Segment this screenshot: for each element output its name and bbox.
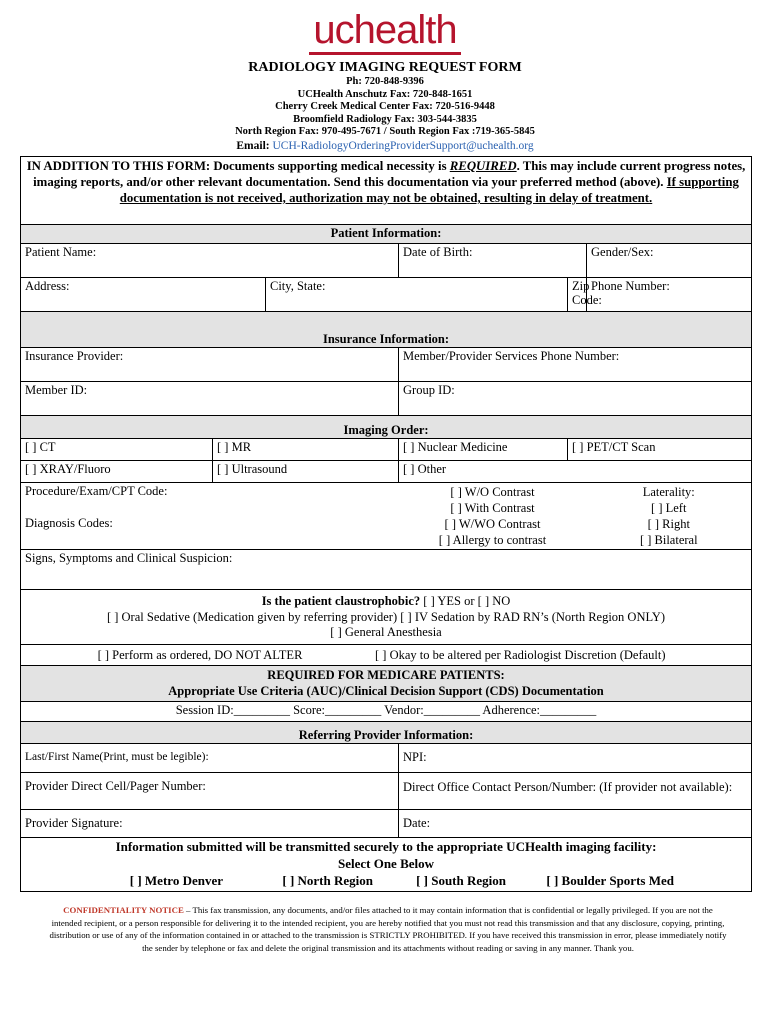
date-field[interactable]: Date: xyxy=(399,810,752,838)
email-line xyxy=(0,140,770,152)
contact-block xyxy=(0,76,770,139)
sedation-block xyxy=(21,590,752,645)
address-field[interactable]: Address: xyxy=(21,278,266,312)
wo-contrast-checkbox[interactable]: [ ] W/O Contrast xyxy=(450,485,535,499)
alteration-row xyxy=(21,645,752,666)
diagnosis-field[interactable]: Diagnosis Codes: xyxy=(25,516,113,530)
with-contrast-checkbox[interactable]: [ ] With Contrast xyxy=(450,501,535,515)
patient-section-header: Patient Information: xyxy=(21,225,752,244)
insurance-provider-field[interactable]: Insurance Provider: xyxy=(21,348,399,382)
confidentiality-notice xyxy=(48,904,728,955)
claustrophobic-options[interactable]: [ ] YES or [ ] NO xyxy=(420,594,511,608)
medicare-fields[interactable]: Session ID:_________ Score:_________ Vendor:_________ Adherence:_________ xyxy=(21,702,752,722)
contrast-options xyxy=(399,483,587,550)
confidentiality-text: – This fax transmission, any documents, and/or files attached to it may contain information that is confidential or legally privileged. If you are not the intended recipient, or a person responsible for delivering it to the intended recipient, you are hereby notified that you must not read this transmission and that any disclosure, copying, printing, distribution or use of any of the information contained in or attached to the transmission is STRICTLY PROHIBITED. If you have received this transmission in error, please immediately notify the sender by telephone or fax and delete the original transmission and its attachments without reading or saving in any manner. Thank you. xyxy=(49,905,727,954)
okay-to-alter-checkbox[interactable]: [ ] Okay to be altered per Radiologist Discretion (Default) xyxy=(375,648,666,662)
provider-name-field[interactable]: Last/First Name(Print, must be legible): xyxy=(21,744,399,773)
north-region-checkbox[interactable]: [ ] North Region xyxy=(282,873,373,888)
left-checkbox[interactable]: [ ] Left xyxy=(651,501,687,515)
city-state-field[interactable]: City, State: xyxy=(266,278,568,312)
general-anesthesia-checkbox[interactable]: [ ] General Anesthesia xyxy=(330,625,442,639)
perform-as-ordered-checkbox[interactable]: [ ] Perform as ordered, DO NOT ALTER xyxy=(97,648,303,662)
dob-field[interactable]: Date of Birth: xyxy=(399,244,587,278)
south-region-checkbox[interactable]: [ ] South Region xyxy=(416,873,506,888)
gender-field[interactable]: Gender/Sex: xyxy=(587,244,752,278)
office-contact-field[interactable]: Direct Office Contact Person/Number: (If provider not available): xyxy=(399,773,752,810)
phone-line: Ph: 720-848-9396 xyxy=(346,76,424,87)
other-checkbox[interactable]: [ ] Other xyxy=(399,461,752,483)
mr-checkbox[interactable]: [ ] MR xyxy=(213,439,399,461)
sedation-options[interactable]: [ ] Oral Sedative (Medication given by referring provider) [ ] IV Sedation by RAD RN’s (North Region ONLY) xyxy=(106,609,666,624)
confidentiality-label: CONFIDENTIALITY NOTICE xyxy=(63,905,184,915)
imaging-section-header: Imaging Order: xyxy=(21,416,752,439)
required-word: REQUIRED xyxy=(449,159,517,173)
symptoms-field[interactable]: Signs, Symptoms and Clinical Suspicion: xyxy=(21,550,752,590)
allergy-contrast-checkbox[interactable]: [ ] Allergy to contrast xyxy=(438,533,547,547)
bilateral-checkbox[interactable]: [ ] Bilateral xyxy=(639,533,698,547)
ct-checkbox[interactable]: [ ] CT xyxy=(21,439,213,461)
fax-broomfield: Broomfield Radiology Fax: 303-544-3835 xyxy=(293,113,477,125)
xray-checkbox[interactable]: [ ] XRAY/Fluoro xyxy=(21,461,213,483)
documentation-notice: IN ADDITION TO THIS FORM: Documents supporting medical necessity is REQUIRED. This may include current progress notes, imaging reports, and/or other relevant documentation. Send this documentation via your preferred method (above). If supporting documentation is not received, authorization may not be obtained, resulting in delay of treatment. xyxy=(21,157,752,225)
w-wo-contrast-checkbox[interactable]: [ ] W/WO Contrast xyxy=(444,517,541,531)
fax-regions: North Region Fax: 970-495-7671 / South Region Fax :719-365-5845 xyxy=(235,126,535,138)
delay-warning: If supporting documentation is not received, authorization may not be obtained, resulting in delay of treatment. xyxy=(119,175,739,205)
medicare-required: REQUIRED FOR MEDICARE PATIENTS: xyxy=(267,668,505,682)
request-form-table xyxy=(20,156,752,892)
fax-anschutz: UCHealth Anschutz Fax: 720-848-1651 xyxy=(297,88,473,100)
facility-selection xyxy=(21,838,752,892)
patient-name-field[interactable]: Patient Name: xyxy=(21,244,399,278)
phone-field[interactable]: Phone Number: xyxy=(587,278,752,312)
insurance-section-header: Insurance Information: xyxy=(21,312,752,348)
medicare-header xyxy=(21,666,752,702)
laterality-options xyxy=(587,483,752,550)
laterality-label: Laterality: xyxy=(642,485,695,499)
right-checkbox[interactable]: [ ] Right xyxy=(647,517,690,531)
provider-cell-field[interactable]: Provider Direct Cell/Pager Number: xyxy=(21,773,399,810)
facility-statement: Information submitted will be transmitted securely to the appropriate UCHealth imaging facility: xyxy=(115,839,657,854)
uchealth-logo xyxy=(0,8,770,55)
form-title: RADIOLOGY IMAGING REQUEST FORM xyxy=(248,60,522,75)
auc-cds-title: Appropriate Use Criteria (AUC)/Clinical Decision Support (CDS) Documentation xyxy=(168,684,604,698)
boulder-sports-med-checkbox[interactable]: [ ] Boulder Sports Med xyxy=(546,873,674,888)
email-link[interactable]: UCH-RadiologyOrderingProviderSupport@uchealth.org xyxy=(272,140,534,152)
zip-field[interactable]: Zip Code: xyxy=(568,278,587,312)
procedure-field[interactable]: Procedure/Exam/CPT Code: xyxy=(25,484,168,498)
claustrophobic-question: Is the patient claustrophobic? xyxy=(261,594,421,608)
member-id-field[interactable]: Member ID: xyxy=(21,382,399,416)
logo-underline xyxy=(309,52,461,55)
npi-field[interactable]: NPI: xyxy=(399,744,752,773)
codes-cell xyxy=(21,483,399,550)
email-label: Email: xyxy=(236,140,270,152)
services-phone-field[interactable]: Member/Provider Services Phone Number: xyxy=(399,348,752,382)
ultrasound-checkbox[interactable]: [ ] Ultrasound xyxy=(213,461,399,483)
logo-text: uchealth xyxy=(313,8,457,52)
fax-cherry-creek: Cherry Creek Medical Center Fax: 720-516-9448 xyxy=(275,101,495,113)
provider-signature-field[interactable]: Provider Signature: xyxy=(21,810,399,838)
referring-section-header: Referring Provider Information: xyxy=(21,722,752,744)
metro-denver-checkbox[interactable]: [ ] Metro Denver xyxy=(129,873,223,888)
nuclear-medicine-checkbox[interactable]: [ ] Nuclear Medicine xyxy=(399,439,568,461)
group-id-field[interactable]: Group ID: xyxy=(399,382,752,416)
select-one-label: Select One Below xyxy=(337,855,435,871)
pet-ct-checkbox[interactable]: [ ] PET/CT Scan xyxy=(568,439,752,461)
